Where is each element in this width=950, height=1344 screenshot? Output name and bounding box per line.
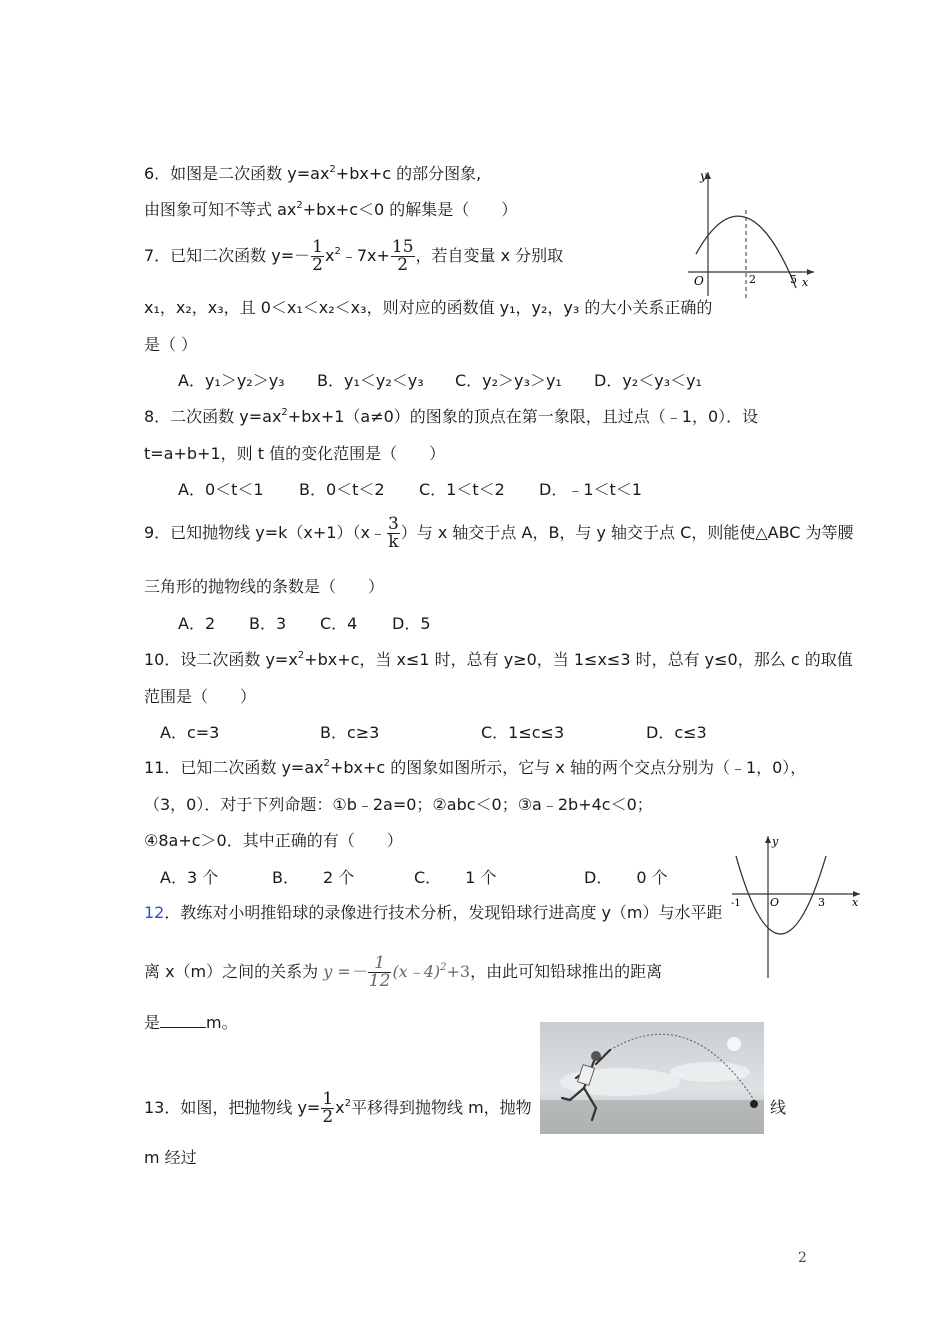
q11-option-d: D． 0 个 [584, 868, 668, 887]
q9-line1: 9．已知抛物线 y=k（x+1）（x﹣ $\frac{3}{k}$ ）与 x 轴交于点 A，B，与 y 轴交于点 C，则能使△ABC 为等腰 [144, 514, 854, 552]
q11-option-b: B． 2 个 [272, 868, 355, 887]
q6-parabola-figure [688, 166, 820, 300]
q12-line3: 是 m。 [144, 1013, 238, 1032]
q7-fraction-half: $\frac{1}{2}$ [312, 237, 323, 275]
q7-option-c: C．y₂＞y₃＞y₁ [455, 371, 562, 390]
q8-option-a: A．0＜t＜1 [178, 480, 264, 499]
q12-line2: 离 x（m）之间的关系为 y =－ $\frac{1}{12}$ (x﹣4)$^2$+3，由此可知铅球推出的距离 [144, 953, 663, 991]
q13-line2: m 经过 [144, 1148, 197, 1167]
fig11-y-label: y [772, 835, 779, 848]
fig6-y-label: y [700, 169, 707, 183]
q11-line3: ④8a+c＞0．其中正确的有（ ） [144, 831, 403, 850]
q9-option-a: A．2 [178, 614, 216, 633]
q7-options [178, 371, 702, 391]
q11-parabola-figure [730, 832, 864, 980]
fig6-origin: O [694, 274, 704, 288]
q11-option-c: C． 1 个 [414, 868, 497, 887]
q8-line1: 8．二次函数 $y=ax^2+bx+1(a\ne 0)$的图象的顶点在第一象限，且过点（﹣1，0）．设 [144, 407, 759, 426]
q11-line2: （3，0）．对于下列命题：①b﹣2a=0；②abc＜0；③a﹣2b+4c＜0； [144, 795, 653, 814]
answer-blank[interactable] [160, 1013, 206, 1028]
fig11-x-label: x [852, 896, 859, 909]
q11-options [160, 868, 668, 888]
page-number: 2 [798, 1250, 807, 1266]
fig6-tick-5: 5 [790, 273, 797, 286]
q12-number: 12 [144, 903, 165, 922]
q7-fraction-15-2: $\frac{15}{2}$ [391, 237, 414, 275]
q11-line1: 11．已知二次函数 $y=ax^2+bx+c$ 的图象如图所示，它与 x 轴的两个交点分别为（﹣1，0）， [144, 758, 807, 777]
q10-options [160, 723, 707, 743]
q11-option-a: A．3 个 [160, 868, 219, 887]
q13-line1-tail: 线 [770, 1098, 787, 1117]
fig11-origin: O [770, 896, 780, 909]
q7-line3: 是（ ） [144, 335, 198, 354]
q13-line1: 13．如图，把抛物线 y= $\frac{1}{2}$ $x^2$平移得到抛物线 m，抛物 [144, 1089, 532, 1127]
q9-line2: 三角形的抛物线的条数是（ ） [144, 577, 385, 596]
q9-option-c: C．4 [320, 614, 358, 633]
q9-option-d: D．5 [392, 614, 431, 633]
q12-fraction-1-12: $\frac{1}{12}$ [368, 953, 391, 991]
q6-line2: 由图象可知不等式 $ax^2+bx+c<0$ 的解集是（ ） [144, 200, 518, 219]
q9-options [178, 614, 431, 634]
q13-fraction-half: $\frac{1}{2}$ [322, 1089, 334, 1127]
fig6-tick-2: 2 [749, 273, 756, 286]
q10-option-c: C．1≤c≤3 [481, 723, 565, 742]
q7-line2: x₁，x₂，x₃，且 0＜x₁＜x₂＜x₃，则对应的函数值 y₁，y₂，y₃ 的大小关系正确的 [144, 298, 713, 317]
q8-option-b: B．0＜t＜2 [299, 480, 385, 499]
q10-line1: 10．设二次函数 $y=x^2+bx+c$，当 x≤1 时，总有 y≥0，当 1≤x≤3 时，总有 y≤0，那么 c 的取值 [144, 650, 853, 669]
q8-option-c: C．1＜t＜2 [419, 480, 505, 499]
q8-options [178, 480, 642, 500]
fig6-x-label: x [802, 276, 809, 289]
q9-option-b: B．3 [249, 614, 287, 633]
shot-put-photo [540, 1022, 764, 1134]
q9-fraction-3-k: $\frac{3}{k}$ [387, 514, 399, 552]
q7-option-d: D．y₂＜y₃＜y₁ [594, 371, 702, 390]
q12-formula: y =－ $\frac{1}{12}$ (x﹣4)$^2$+3 [323, 953, 471, 991]
q8-line2: t=a+b+1，则 t 值的变化范围是（ ） [144, 444, 446, 463]
q8-option-d: D．﹣1＜t＜1 [539, 480, 642, 499]
fig11-tick-3: 3 [818, 896, 825, 909]
q10-option-b: B．c≥3 [320, 723, 380, 742]
q12-line1: 12．教练对小明推铅球的录像进行技术分析，发现铅球行进高度 y（m）与水平距 [144, 903, 723, 922]
q7-line1: 7．已知二次函数 y=－ $\frac{1}{2}$ $x^2﹣7x+$ $\frac{15}{2}$ ，若自变量 x 分别取 [144, 237, 564, 275]
fig11-tick-neg1: -1 [731, 898, 741, 909]
q7-option-b: B．y₁＜y₂＜y₃ [317, 371, 424, 390]
q10-option-d: D．c≤3 [646, 723, 707, 742]
q10-option-a: A．c=3 [160, 723, 220, 742]
q7-option-a: A．y₁＞y₂＞y₃ [178, 371, 285, 390]
q10-line2: 范围是（ ） [144, 687, 257, 706]
q6-line1: 6．如图是二次函数 $y=ax^2+bx+c$ 的部分图象, [144, 164, 482, 183]
